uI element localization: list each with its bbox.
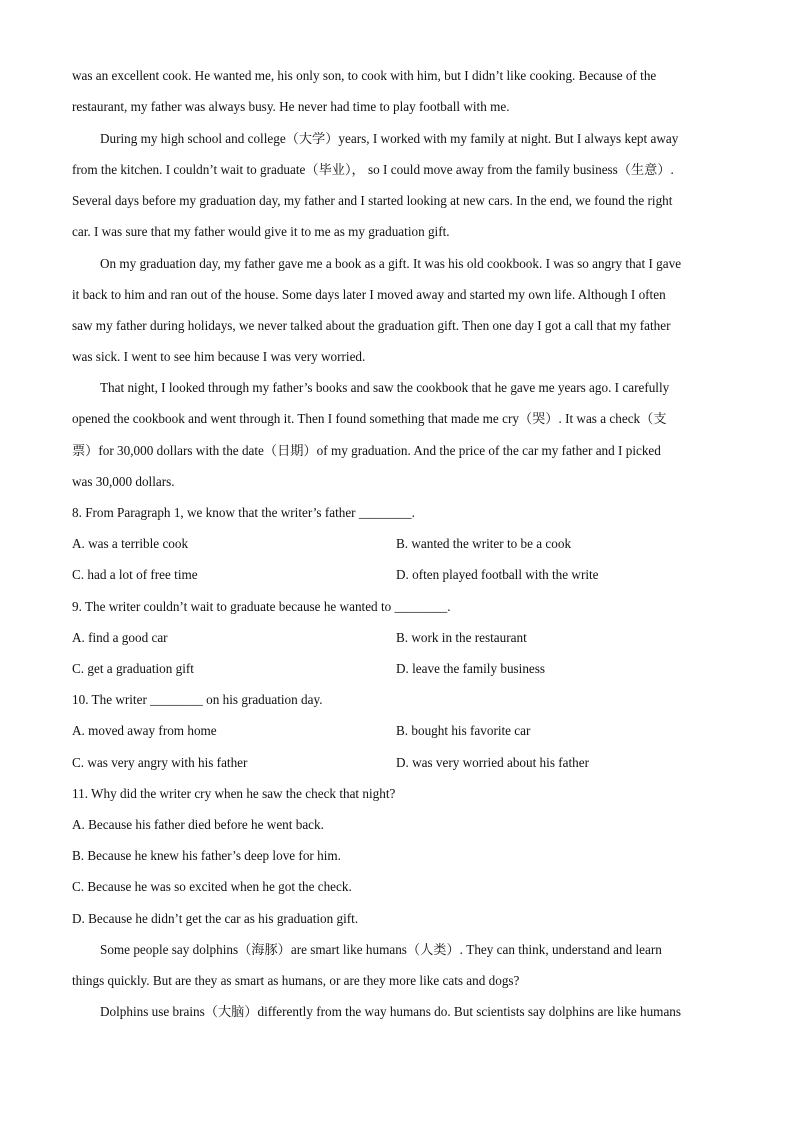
story-line: saw my father during holidays, we never talked about the graduation gift. Then one day I got a call that my father <box>72 318 671 333</box>
story-line: That night, I looked through my father’s books and saw the cookbook that he gave me years ago. I carefully <box>100 380 670 395</box>
story-line: During my high school and college（大学）years, I worked with my family at night. But I always kept away <box>100 131 679 146</box>
option-c: C. get a graduation gift <box>72 661 194 676</box>
story-line: car. I was sure that my father would give it to me as my graduation gift. <box>72 224 450 239</box>
option-c: C. Because he was so excited when he got the check. <box>72 879 352 894</box>
option-d: D. leave the family business <box>396 661 546 676</box>
passage-line: things quickly. But are they as smart as humans, or are they more like cats and dogs? <box>72 973 520 988</box>
option-b: B. Because he knew his father’s deep love for him. <box>72 848 341 863</box>
option-c: C. had a lot of free time <box>72 567 198 582</box>
question-stem: 11. Why did the writer cry when he saw the check that night? <box>72 786 396 801</box>
question-stem: 8. From Paragraph 1, we know that the writer’s father ________. <box>72 505 415 520</box>
option-a: A. moved away from home <box>72 723 217 738</box>
option-b: B. bought his favorite car <box>396 723 531 738</box>
story-line: restaurant, my father was always busy. He never had time to play football with me. <box>72 99 510 114</box>
passage-line: Dolphins use brains（大脑）differently from the way humans do. But scientists say dolphins are like humans <box>100 1004 682 1019</box>
story-line: was 30,000 dollars. <box>72 474 175 489</box>
story-line: it back to him and ran out of the house. Some days later I moved away and started my own life. Although I often <box>72 287 666 302</box>
option-a: A. find a good car <box>72 630 168 645</box>
option-c: C. was very angry with his father <box>72 755 248 770</box>
option-d: D. often played football with the write <box>396 567 599 582</box>
question-stem: 10. The writer ________ on his graduation day. <box>72 692 323 707</box>
passage-line: Some people say dolphins（海豚）are smart like humans（人类）. They can think, understand and learn <box>100 942 662 957</box>
story-line: 票）for 30,000 dollars with the date（日期）of my graduation. And the price of the car my father and I picked <box>72 443 661 458</box>
question-stem: 9. The writer couldn’t wait to graduate because he wanted to ________. <box>72 599 451 614</box>
option-b: B. work in the restaurant <box>396 630 527 645</box>
story-line: was sick. I went to see him because I was very worried. <box>72 349 366 364</box>
story-line: from the kitchen. I couldn’t wait to graduate（毕业）， so I could move away from the family business（生意）. <box>72 162 674 177</box>
story-line: was an excellent cook. He wanted me, his only son, to cook with him, but I didn’t like cooking. Because of the <box>72 68 657 83</box>
option-b: B. wanted the writer to be a cook <box>396 536 572 551</box>
story-line: On my graduation day, my father gave me a book as a gift. It was his old cookbook. I was so angry that I gave <box>100 256 682 271</box>
option-d: D. was very worried about his father <box>396 755 589 770</box>
option-a: A. Because his father died before he went back. <box>72 817 324 832</box>
story-line: opened the cookbook and went through it. Then I found something that made me cry（哭）. It was a check（支 <box>72 411 667 426</box>
option-d: D. Because he didn’t get the car as his graduation gift. <box>72 911 359 926</box>
story-line: Several days before my graduation day, my father and I started looking at new cars. In the end, we found the right <box>72 193 673 208</box>
option-a: A. was a terrible cook <box>72 536 189 551</box>
